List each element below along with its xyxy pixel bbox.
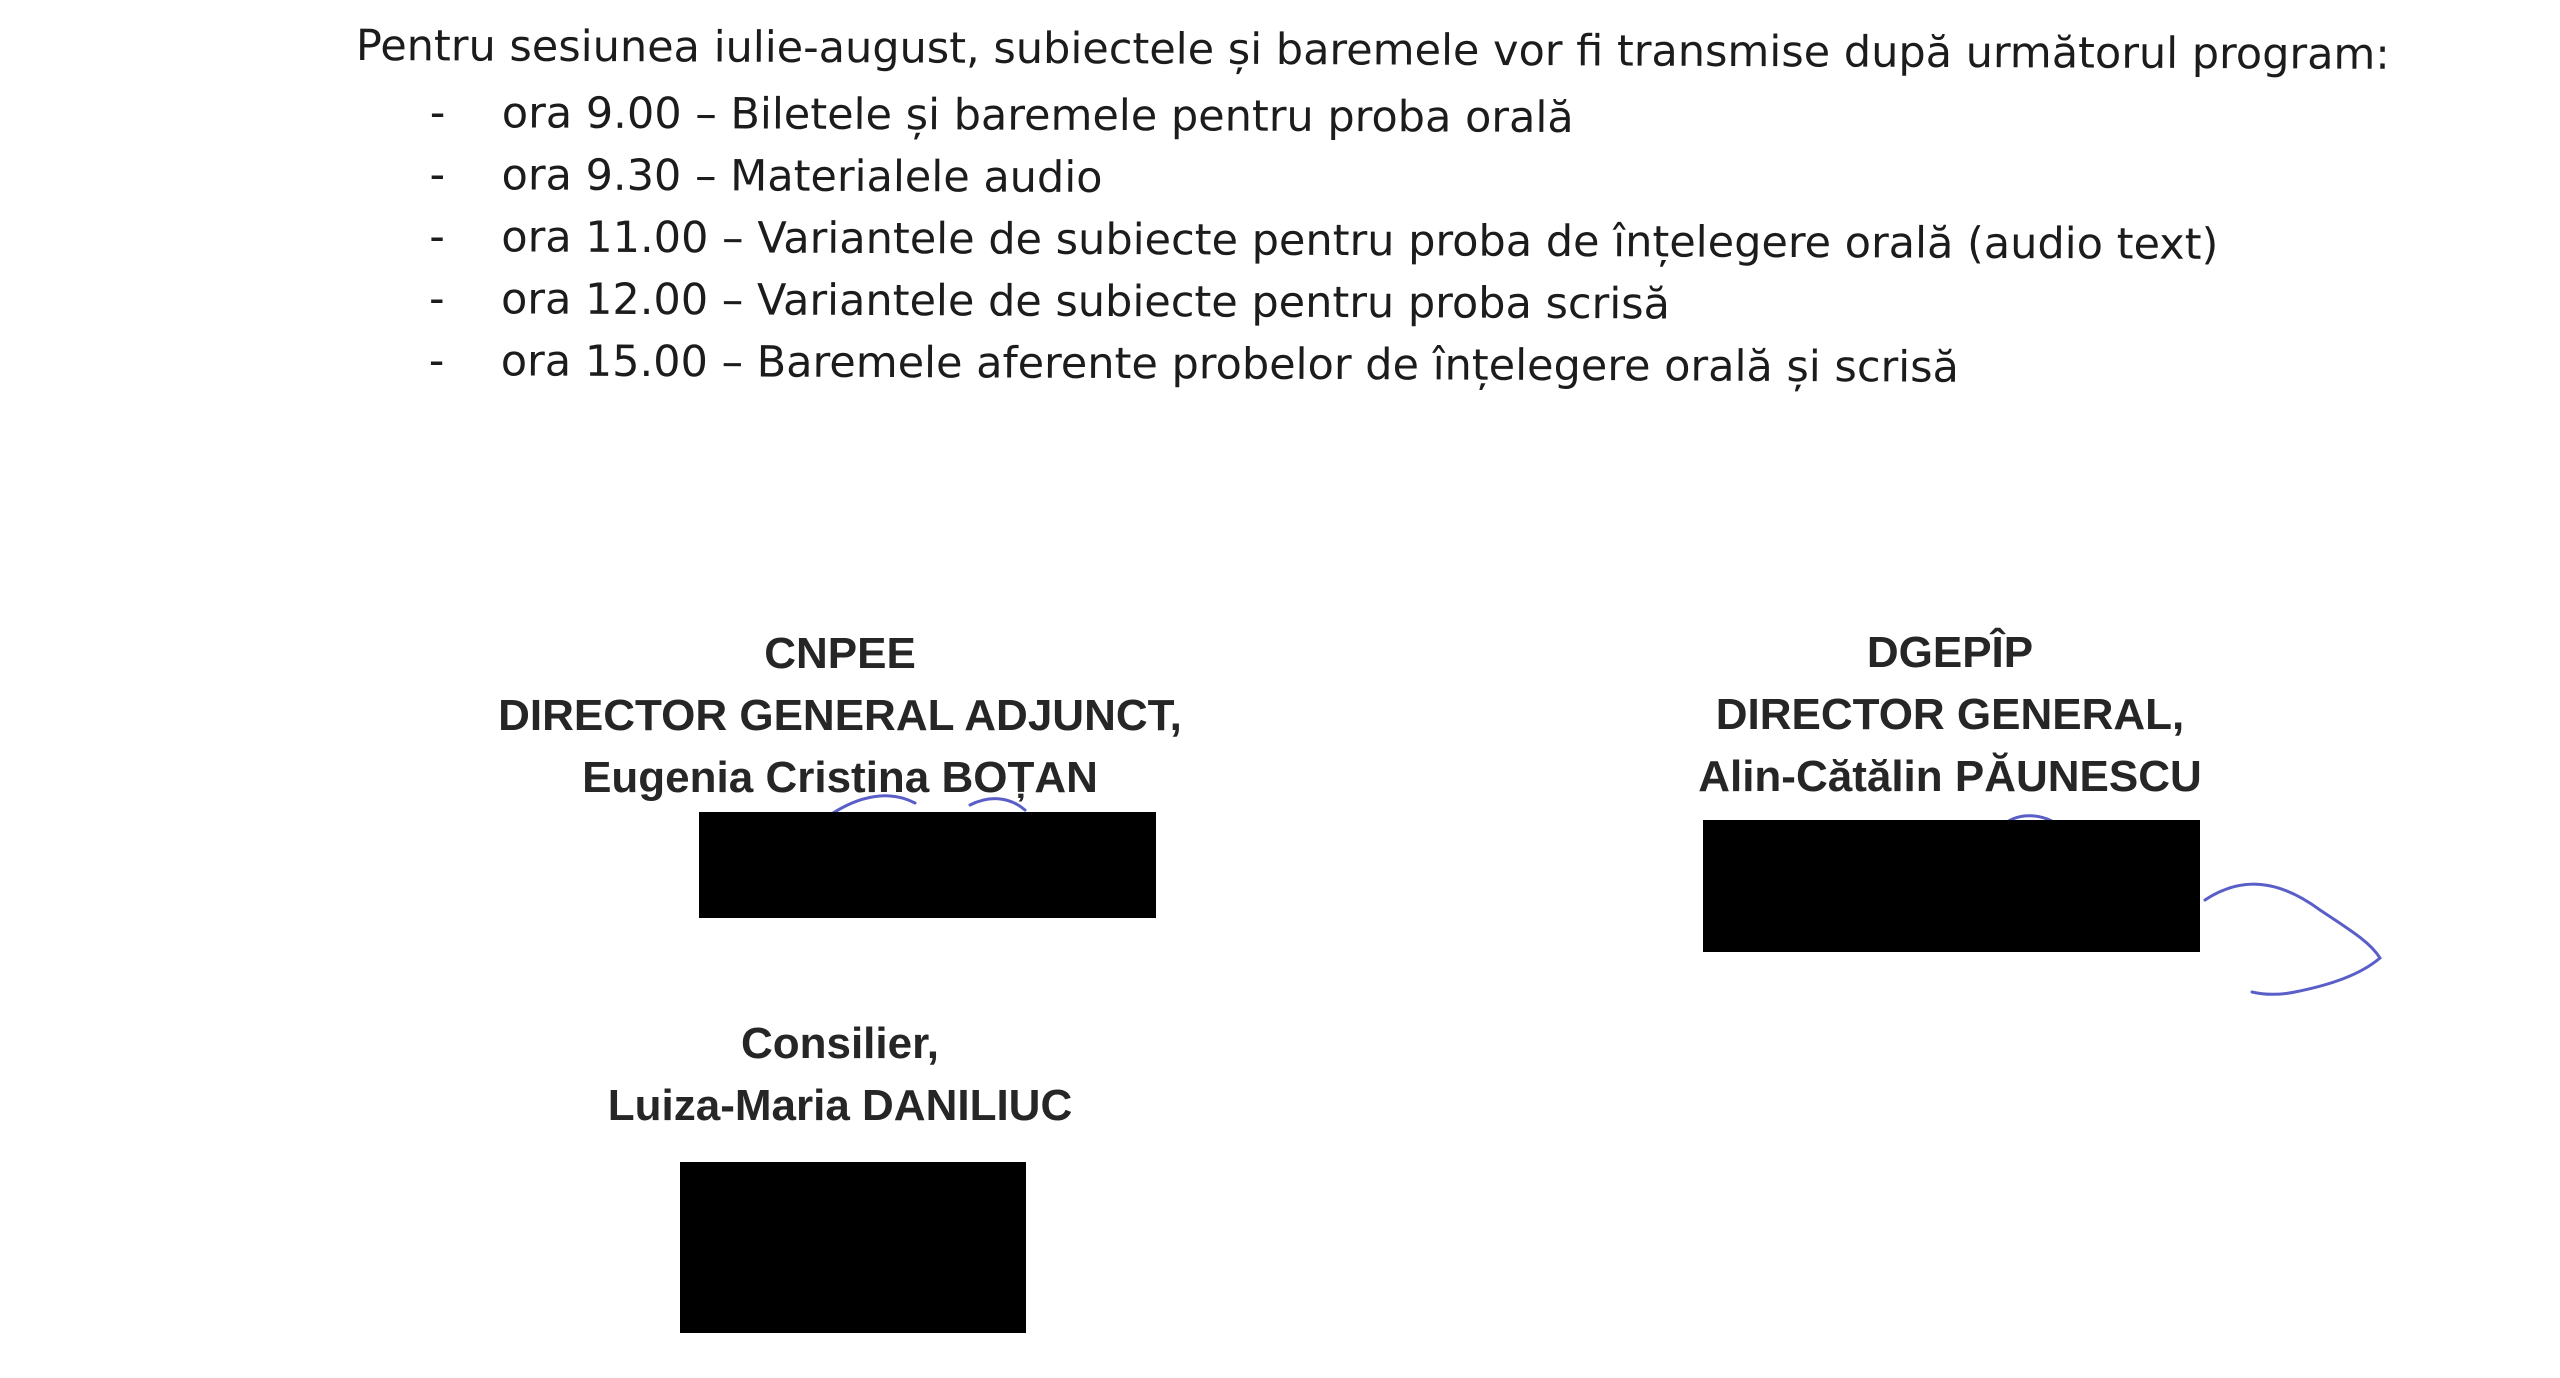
- signatory-right: [1580, 622, 2320, 808]
- signatory-role: DIRECTOR GENERAL,: [1715, 690, 2185, 739]
- signatory-role: DIRECTOR GENERAL ADJUNCT,: [498, 691, 1182, 740]
- bullet-dash: -: [428, 274, 445, 325]
- institution-name: DGEPÎP: [1866, 628, 2034, 677]
- schedule-list: [419, 82, 2219, 393]
- bullet-dash: -: [428, 336, 445, 387]
- signatory-name: Eugenia Cristina BOȚAN: [582, 753, 1098, 802]
- redacted-signature-counselor: [680, 1162, 1026, 1333]
- institution-name: CNPEE: [764, 629, 916, 678]
- schedule-item-text: ora 9.00 – Biletele și baremele pentru proba orală: [501, 88, 1574, 144]
- intro-paragraph: Pentru sesiunea iulie-august, subiectele și baremele vor fi transmise după următorul program:: [355, 20, 2390, 80]
- signatory-counselor: [540, 1013, 1140, 1137]
- redacted-signature-right: [1703, 820, 2200, 952]
- signatory-role: Consilier,: [740, 1019, 940, 1068]
- schedule-item-text: ora 9.30 – Materialele audio: [501, 150, 1103, 203]
- schedule-item-text: ora 12.00 – Variantele de subiecte pentru proba scrisă: [500, 274, 1671, 330]
- signatory-name: Alin-Cătălin PĂUNESCU: [1698, 752, 2202, 801]
- schedule-item-text: ora 11.00 – Variantele de subiecte pentru proba de înțelegere orală (audio text): [501, 212, 2219, 270]
- bullet-dash: -: [429, 150, 446, 201]
- redacted-signature-left: [699, 812, 1156, 918]
- signatory-name: Luiza-Maria DANILIUC: [607, 1081, 1073, 1130]
- bullet-dash: -: [429, 212, 445, 263]
- bullet-dash: -: [429, 88, 446, 139]
- schedule-item-text: ora 15.00 – Baremele aferente probelor de înțelegere orală și scrisă: [500, 336, 1960, 393]
